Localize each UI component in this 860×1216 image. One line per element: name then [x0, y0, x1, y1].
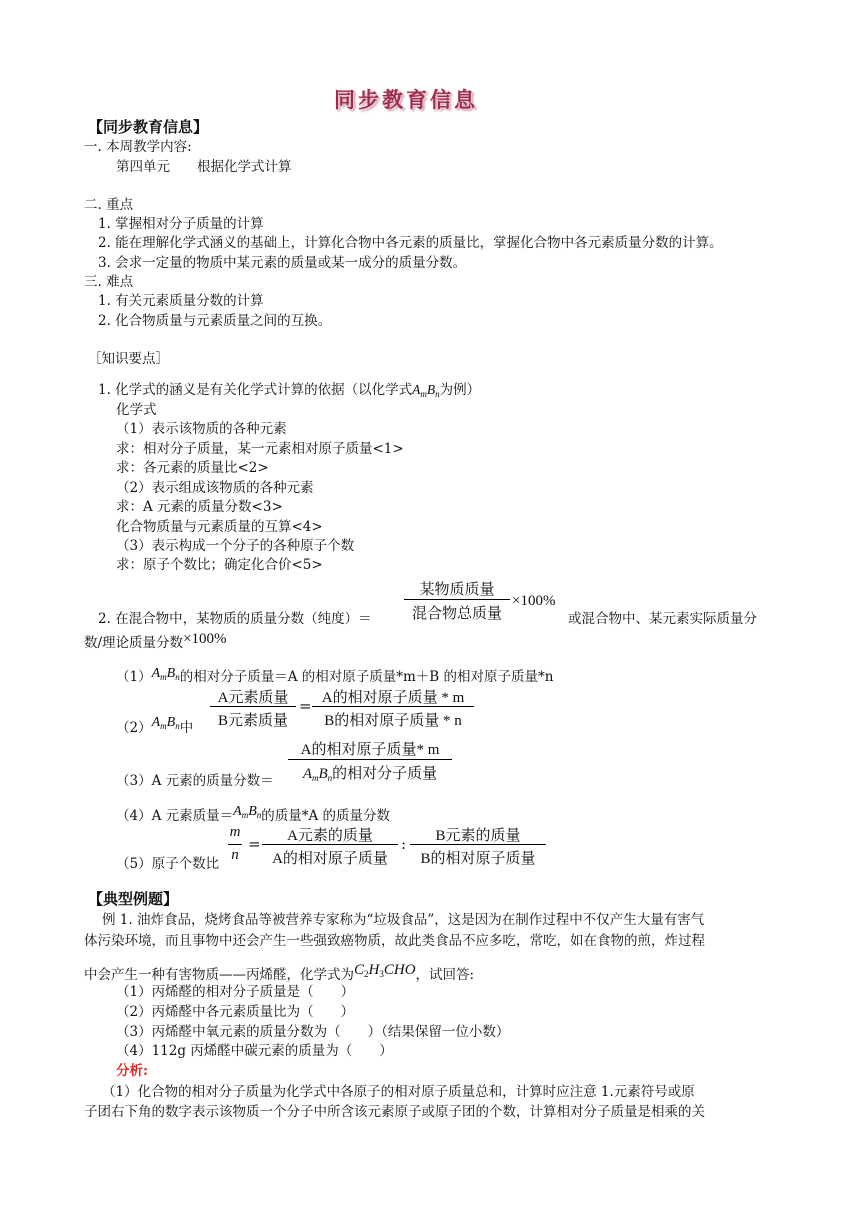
line-analysis-1: （1）化合物的相对分子质量为化学式中各原子的相对原子质量总和，计算时应注意 1.元素符号或原	[102, 1084, 695, 1100]
line-diff-2: 2. 化合物质量与元素质量之间的互换。	[98, 313, 332, 329]
fraction-bar	[228, 844, 242, 845]
times-100-percent: ×100%	[512, 593, 556, 609]
line-find-4: 化合物质量与元素质量的互算<4>	[116, 519, 323, 535]
fraction-m-over-n	[228, 822, 242, 868]
line-calc-1: $(1)A_mB_n$的相对分子质量＝A 的相对原子质量*m＋B 的相对原子质量*n	[116, 666, 554, 685]
fraction-numerator: A元素质量	[217, 690, 289, 706]
line-mixture: 2. 在混合物中，某物质的质量分数（纯度）＝	[98, 611, 372, 627]
equals-sign: =	[248, 835, 261, 853]
line-meaning-3: （3）表示构成一个分子的各种原子个数	[116, 538, 355, 554]
fraction-element-mass-ratio	[210, 684, 296, 730]
line-mixture-tail: 或混合物中、某元素实际质量分	[568, 611, 757, 627]
line-example-2: 体污染环境，而且事物中还会产生一些强致癌物质，故此类食品不应多吃，常吃，如在食物的煎，炸过程	[84, 933, 705, 949]
line-formula-meaning	[98, 381, 480, 403]
line-question-4: （4）112g 丙烯醛中碳元素的质量为（ ）	[116, 1043, 393, 1059]
line-key-3: 3. 会求一定量的物质中某元素的质量或某一成分的质量分数。	[98, 255, 467, 271]
chem-formula-acrolein: $C_2H_3CHO$	[354, 962, 416, 979]
formula-ambn: $A_mB_n$	[151, 715, 180, 731]
formula-ambn: $A_mB_n$	[233, 804, 262, 820]
line-example-1: 例 1. 油炸食品，烧烤食品等被营养专家称为“垃圾食品”，这是因为在制作过程中不仅产生大量有害气	[102, 912, 705, 928]
equals-sign: =	[299, 697, 312, 715]
line-meaning-1: （1）表示该物质的各种元素	[116, 421, 287, 437]
section-heading-examples: 【典型例题】	[88, 890, 179, 908]
fraction-bar	[210, 706, 296, 707]
line-question-3: （3）丙烯醛中氧元素的质量分数为（ ）（结果保留一位小数）	[116, 1024, 510, 1040]
line-find-5: 求：原子个数比；确定化合价<5>	[116, 557, 323, 573]
line-find-2: 求：各元素的质量比<2>	[116, 460, 269, 476]
line-calc-4: （4）A 元素质量$=A_mB_n$的质量*A 的质量分数	[116, 804, 391, 824]
line-key-1: 1. 掌握相对分子质量的计算	[98, 216, 264, 232]
fraction-denominator: n	[231, 847, 239, 863]
line-chem-formula: 化学式	[116, 402, 157, 418]
fraction-numerator: m	[229, 824, 241, 840]
fraction-numerator: B元素的质量	[435, 828, 521, 844]
analysis-label: 分析:	[116, 1063, 148, 1079]
colon-sign: :	[401, 835, 407, 853]
line-analysis-2: 子团右下角的数字表示该物质一个分子中所含该元素原子或原子团的个数，计算相对分子质量是相乘的关	[84, 1104, 705, 1120]
line-question-1: （1）丙烯醛的相对分子质量是（ ）	[116, 984, 355, 1000]
line-theory: 数/理论质量分数×100%	[84, 631, 227, 651]
line-week-content: 一. 本周教学内容:	[84, 139, 192, 155]
fraction-purity-denominator: 混合物总质量	[411, 606, 502, 622]
line-key-2: 2. 能在理解化学式涵义的基础上，计算化合物中各元素的质量比，掌握化合物中各元素质量分数的计算。	[98, 235, 723, 251]
banner-title: 同步教育信息	[334, 88, 478, 112]
formula-meaning-tail: 为例）	[439, 382, 481, 398]
line-unit: 第四单元 根据化学式计算	[116, 159, 292, 175]
fraction-purity-numerator: 某物质质量	[419, 582, 495, 598]
line-calc-5: （5）原子个数比	[116, 856, 220, 872]
formula-ambn: $A_mB_n$	[151, 666, 180, 682]
fraction-bar	[262, 844, 398, 845]
line-key-points: 二. 重点	[84, 197, 134, 213]
line-find-3: 求：A 元素的质量分数<3>	[116, 499, 283, 515]
fraction-denominator: B元素质量	[217, 713, 288, 729]
fraction-denominator: $A_mB_n$的相对分子质量	[302, 766, 438, 783]
formula-ambn: $A_mB_n$	[412, 382, 440, 399]
fraction-bar	[410, 844, 546, 845]
line-diff-1: 1. 有关元素质量分数的计算	[98, 293, 264, 309]
fraction-element-a	[262, 822, 398, 868]
line-example-3: 中会产生一种有害物质——丙烯醛，化学式为$C_2H_3CHO$，试回答:	[84, 962, 475, 983]
fraction-bar	[288, 759, 452, 760]
fraction-numerator: A元素的质量	[287, 828, 373, 844]
line-find-1: 求：相对分子质量，某一元素相对原子质量<1>	[116, 441, 404, 457]
fraction-bar	[404, 599, 510, 600]
fraction-purity	[404, 576, 510, 624]
line-knowledge-points: ［知识要点］	[88, 351, 169, 367]
fraction-numerator: A的相对原子质量 * m	[321, 690, 465, 706]
fraction-mass-fraction	[288, 736, 452, 784]
fraction-atomic-mass-ratio	[312, 684, 474, 730]
formula-ambn: $A_mB_n$	[302, 766, 333, 783]
fraction-denominator: B的相对原子质量	[420, 851, 536, 867]
fraction-element-b	[410, 822, 546, 868]
fraction-denominator: B的相对原子质量 * n	[324, 713, 462, 729]
section-heading-sync-info: 【同步教育信息】	[88, 118, 209, 136]
formula-meaning-text: 1. 化学式的涵义是有关化学式计算的依据（以化学式	[98, 382, 413, 398]
fraction-denominator: A的相对原子质量	[272, 851, 388, 867]
fraction-numerator: A的相对原子质量* m	[300, 742, 440, 758]
line-difficulties: 三. 难点	[84, 274, 134, 290]
line-question-2: （2）丙烯醛中各元素质量比为（ ）	[116, 1004, 355, 1020]
line-meaning-2: （2）表示组成该物质的各种元素	[116, 480, 314, 496]
line-calc-3: （3）A 元素的质量分数＝	[116, 773, 274, 789]
fraction-bar	[312, 706, 474, 707]
line-calc-2: $(2)A_mB_n$中	[116, 715, 194, 736]
